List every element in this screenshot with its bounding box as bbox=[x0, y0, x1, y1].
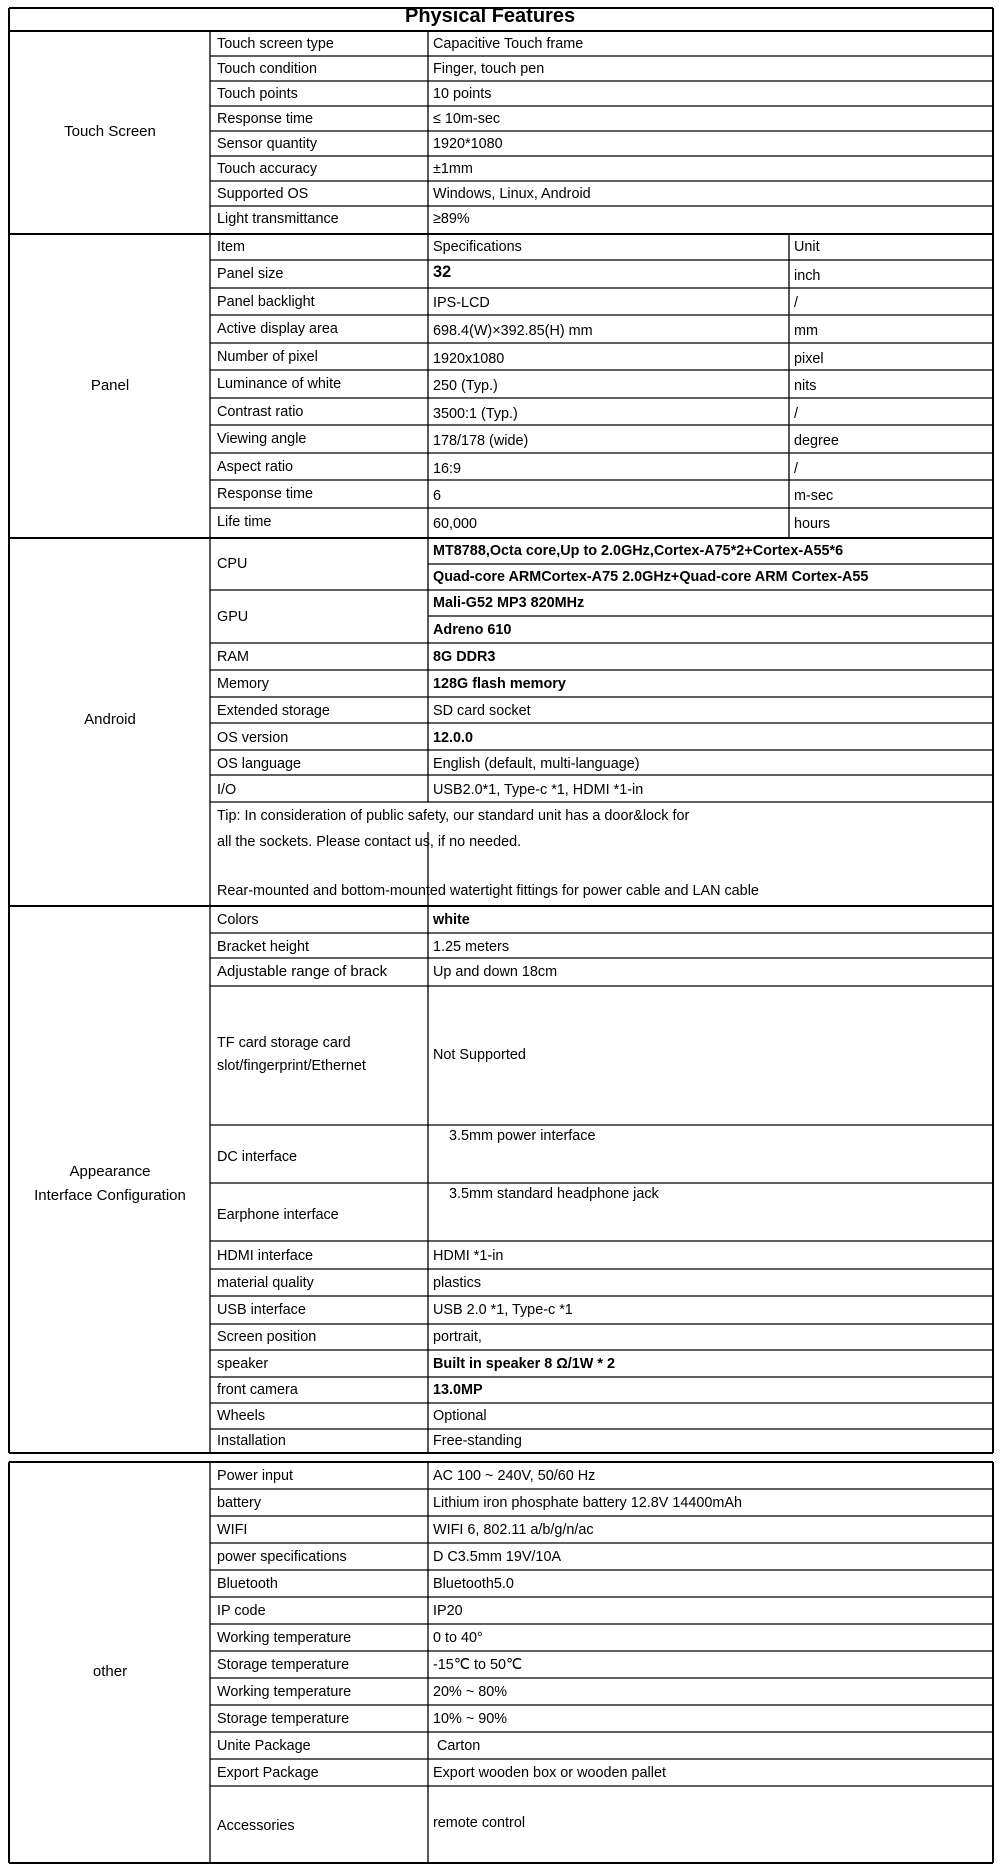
row-label: Bluetooth bbox=[217, 1575, 278, 1592]
row-value: IP20 bbox=[433, 1602, 463, 1619]
row-value: 20% ~ 80% bbox=[433, 1683, 508, 1700]
row-value: WIFI 6, 802.11 a/b/g/n/ac bbox=[433, 1521, 594, 1538]
row-unit: / bbox=[794, 460, 799, 477]
group-label-interface-configuration: Interface Configuration bbox=[34, 1187, 186, 1204]
row-label: RAM bbox=[217, 648, 250, 665]
row-value: 1920*1080 bbox=[433, 135, 503, 152]
row-label: Working temperature bbox=[217, 1629, 352, 1646]
row-unit: m-sec bbox=[794, 487, 834, 504]
row-value: 32 bbox=[433, 262, 452, 281]
group-label-appearance: Appearance bbox=[69, 1163, 151, 1180]
row-value-cpu-line1: MT8788,Octa core,Up to 2.0GHz,Cortex-A75*2+Cortex-A55*6 bbox=[433, 542, 844, 559]
row-unit: mm bbox=[794, 322, 818, 339]
row-label: slot/fingerprint/Ethernet bbox=[217, 1057, 366, 1074]
group-label-panel: Panel bbox=[90, 377, 130, 394]
row-value: English (default, multi-language) bbox=[433, 755, 640, 772]
row-value: ≤ 10m-sec bbox=[433, 110, 501, 127]
row-value: Lithium iron phosphate battery 12.8V 14400mAh bbox=[433, 1494, 743, 1511]
row-value: Carton bbox=[433, 1737, 481, 1754]
row-value: 698.4(W)×392.85(H) mm bbox=[433, 322, 593, 339]
row-label: IP code bbox=[217, 1602, 266, 1619]
row-value: 16:9 bbox=[433, 460, 462, 477]
row-label: OS language bbox=[217, 755, 302, 772]
row-value: SD card socket bbox=[433, 702, 531, 719]
row-label: DC interface bbox=[217, 1148, 298, 1165]
row-value: D C3.5mm 19V/10A bbox=[433, 1548, 562, 1565]
row-unit: inch bbox=[794, 267, 821, 284]
row-value: Optional bbox=[433, 1407, 487, 1424]
row-value-gpu-line2: Adreno 610 bbox=[433, 621, 512, 638]
row-label: Wheels bbox=[217, 1407, 266, 1424]
row-label: Luminance of white bbox=[217, 375, 342, 392]
row-label: Export Package bbox=[217, 1764, 319, 1781]
row-label: OS version bbox=[217, 729, 289, 746]
row-value: 3.5mm power interface bbox=[449, 1127, 596, 1144]
row-value: Capacitive Touch frame bbox=[433, 35, 584, 52]
row-label: Aspect ratio bbox=[217, 458, 294, 475]
column-header-unit: Unit bbox=[794, 238, 820, 255]
row-label: Earphone interface bbox=[217, 1206, 339, 1223]
row-label: Touch points bbox=[217, 85, 298, 102]
row-label: Extended storage bbox=[217, 702, 330, 719]
page-title: Physical Features bbox=[405, 5, 576, 27]
row-label: speaker bbox=[217, 1355, 269, 1372]
row-unit: degree bbox=[794, 432, 839, 449]
row-label-cpu: CPU bbox=[217, 555, 248, 572]
row-label: Viewing angle bbox=[217, 430, 307, 447]
row-label: Screen position bbox=[217, 1328, 317, 1345]
row-unit: pixel bbox=[794, 350, 824, 367]
tip-text: Tip: In consideration of public safety, our standard unit has a door&lock for bbox=[217, 807, 690, 824]
tip-text: Rear-mounted and bottom-mounted watertight fittings for power cable and LAN cable bbox=[217, 882, 759, 899]
row-label: Sensor quantity bbox=[217, 135, 318, 152]
group-label-touch-screen: Touch Screen bbox=[64, 123, 156, 140]
row-label: Touch condition bbox=[217, 60, 318, 77]
row-label: Working temperature bbox=[217, 1683, 352, 1700]
row-value: IPS-LCD bbox=[433, 294, 490, 311]
row-label: Storage temperature bbox=[217, 1656, 350, 1673]
row-label: Active display area bbox=[217, 320, 338, 337]
row-value: -15℃ to 50℃ bbox=[433, 1656, 523, 1673]
row-label: material quality bbox=[217, 1274, 314, 1291]
row-value: Built in speaker 8 Ω/1W * 2 bbox=[433, 1355, 616, 1372]
row-label: Power input bbox=[217, 1467, 294, 1484]
row-value: ±1mm bbox=[433, 160, 473, 177]
row-label: Adjustable range of brack bbox=[217, 963, 388, 980]
row-value: 178/178 (wide) bbox=[433, 432, 529, 449]
row-value-gpu-line1: Mali-G52 MP3 820MHz bbox=[433, 594, 585, 611]
row-value: remote control bbox=[433, 1814, 526, 1831]
row-label-gpu: GPU bbox=[217, 608, 249, 625]
row-value: Not Supported bbox=[433, 1046, 526, 1063]
row-value: 10% ~ 90% bbox=[433, 1710, 508, 1727]
column-header-item: Item bbox=[217, 238, 246, 255]
row-value: 250 (Typ.) bbox=[433, 377, 498, 394]
row-value: Up and down 18cm bbox=[433, 963, 558, 980]
row-unit: hours bbox=[794, 515, 831, 532]
row-value: portrait, bbox=[433, 1328, 482, 1345]
row-label: Panel backlight bbox=[217, 293, 315, 310]
row-value: 13.0MP bbox=[433, 1381, 483, 1398]
row-label: Life time bbox=[217, 513, 272, 530]
row-value: Export wooden box or wooden pallet bbox=[433, 1764, 666, 1781]
row-value: USB2.0*1, Type-c *1, HDMI *1-in bbox=[433, 781, 644, 798]
row-label: Touch screen type bbox=[217, 35, 334, 52]
row-label: HDMI interface bbox=[217, 1247, 314, 1264]
row-label: I/O bbox=[217, 781, 237, 798]
row-label: Light transmittance bbox=[217, 210, 339, 227]
row-label: Touch accuracy bbox=[217, 160, 318, 177]
row-value: 6 bbox=[433, 487, 442, 504]
row-label: Bracket height bbox=[217, 938, 310, 955]
row-label: Storage temperature bbox=[217, 1710, 350, 1727]
row-value: 3.5mm standard headphone jack bbox=[449, 1185, 659, 1202]
row-label: Accessories bbox=[217, 1817, 295, 1834]
row-value: 3500:1 (Typ.) bbox=[433, 405, 518, 422]
row-label: Colors bbox=[217, 911, 259, 928]
tip-text: all the sockets. Please contact us, if no needed. bbox=[217, 833, 522, 850]
row-value: 12.0.0 bbox=[433, 729, 474, 746]
row-label: Response time bbox=[217, 485, 314, 502]
row-label: Memory bbox=[217, 675, 270, 692]
row-label: Supported OS bbox=[217, 185, 309, 202]
row-value: 1.25 meters bbox=[433, 938, 510, 955]
row-value: AC 100 ~ 240V, 50/60 Hz bbox=[433, 1467, 596, 1484]
row-value: Windows, Linux, Android bbox=[433, 185, 591, 202]
row-value: 8G DDR3 bbox=[433, 648, 496, 665]
row-label: Response time bbox=[217, 110, 314, 127]
row-value: 10 points bbox=[433, 85, 492, 102]
row-unit: nits bbox=[794, 377, 817, 394]
row-value: Bluetooth5.0 bbox=[433, 1575, 514, 1592]
row-label: TF card storage card bbox=[217, 1034, 351, 1051]
row-value: white bbox=[433, 911, 470, 928]
row-label: front camera bbox=[217, 1381, 298, 1398]
row-label: power specifications bbox=[217, 1548, 347, 1565]
row-value: 0 to 40° bbox=[433, 1629, 483, 1646]
row-label: Panel size bbox=[217, 265, 284, 282]
group-label-other: other bbox=[92, 1663, 128, 1680]
row-label: Number of pixel bbox=[217, 348, 318, 365]
row-value: 60,000 bbox=[433, 515, 478, 532]
row-value-cpu-line2: Quad-core ARMCortex-A75 2.0GHz+Quad-core ARM Cortex-A55 bbox=[433, 568, 869, 585]
row-label: Contrast ratio bbox=[217, 403, 304, 420]
row-value: plastics bbox=[433, 1274, 482, 1291]
row-label: Installation bbox=[217, 1432, 286, 1449]
row-value: HDMI *1-in bbox=[433, 1247, 504, 1264]
row-value: ≥89% bbox=[433, 210, 470, 227]
column-header-specifications: Specifications bbox=[433, 238, 522, 255]
row-value: 128G flash memory bbox=[433, 675, 566, 692]
row-label: Unite Package bbox=[217, 1737, 311, 1754]
group-label-android: Android bbox=[84, 711, 136, 728]
row-label: battery bbox=[217, 1494, 262, 1511]
row-label: USB interface bbox=[217, 1301, 306, 1318]
row-value: USB 2.0 *1, Type-c *1 bbox=[433, 1301, 573, 1318]
row-value: 1920x1080 bbox=[433, 350, 505, 367]
row-value: Free-standing bbox=[433, 1432, 522, 1449]
row-value: Finger, touch pen bbox=[433, 60, 545, 77]
row-label: WIFI bbox=[217, 1521, 248, 1538]
row-unit: / bbox=[794, 294, 799, 311]
row-unit: / bbox=[794, 405, 799, 422]
